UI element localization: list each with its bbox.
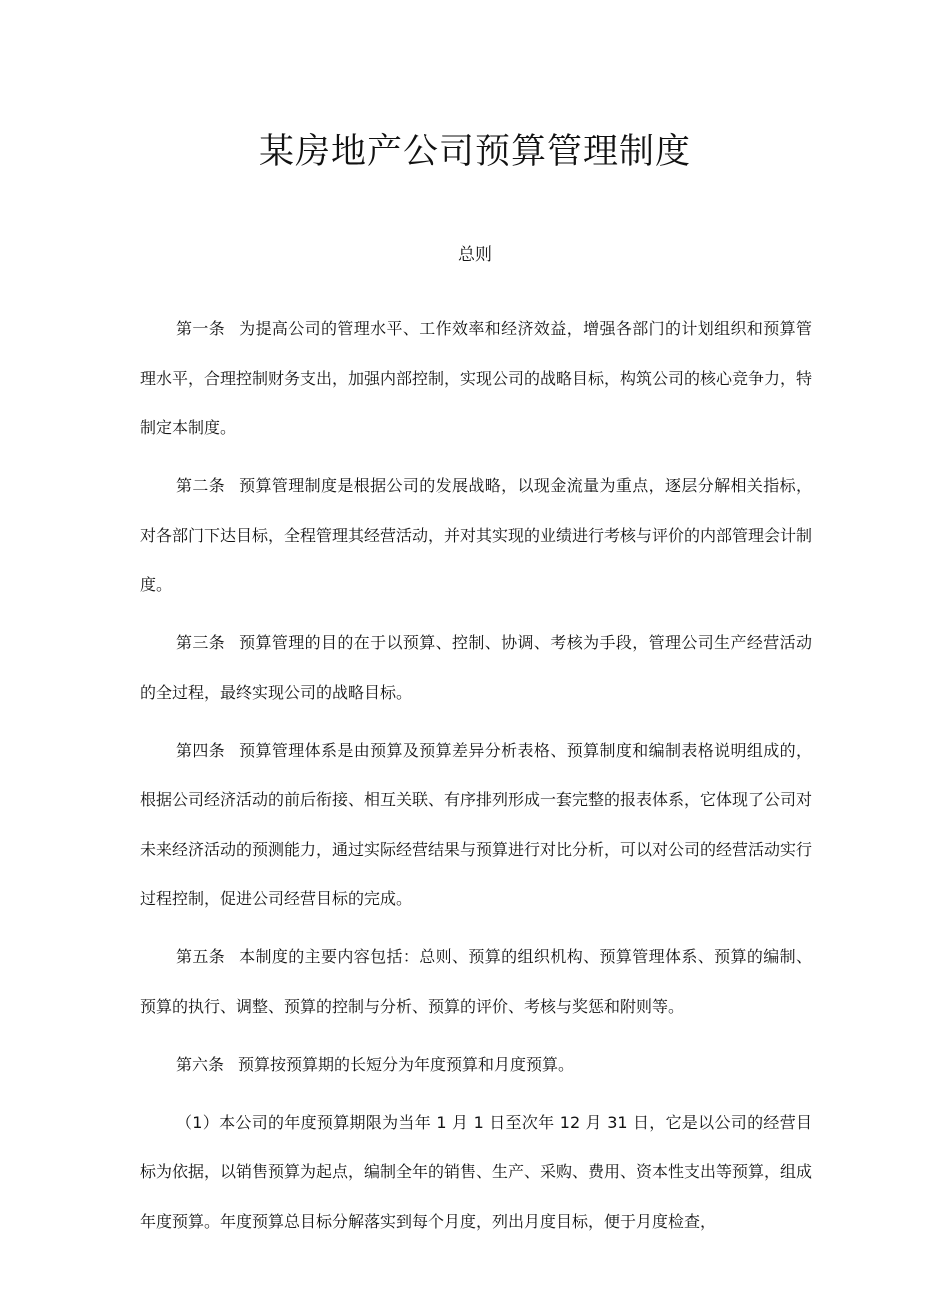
- list-item-text: 本公司的年度预算期限为当年 1 月 1 日至次年 12 月 31 日，它是以公司的经营目标为依据，以销售预算为起点，编制全年的销售、生产、采购、费用、资本性支出等预算，组成年度预算。年度预算总目标分解落实到每个月度，列出月度目标，便于月度检查，: [140, 1112, 813, 1231]
- article-number: 第五条: [176, 947, 226, 966]
- article-text: 预算管理制度是根据公司的发展战略，以现金流量为重点，逐层分解相关指标，对各部门下达目标，全程管理其经营活动，并对其实现的业绩进行考核与评价的内部管理会计制度。: [140, 476, 813, 594]
- article-paragraph: [140, 461, 812, 610]
- list-item-number: （1）: [176, 1112, 220, 1132]
- article-text: 预算管理体系是由预算及预算差异分析表格、预算制度和编制表格说明组成的，根据公司经济活动的前后衔接、相互关联、有序排列形成一套完整的报表体系，它体现了公司对未来经济活动的预测能力，通过实际经营结果与预算进行对比分析，可以对公司的经营活动实行过程控制，促进公司经营目标的完成。: [140, 740, 813, 908]
- article-text: 预算管理的目的在于以预算、控制、协调、考核为手段，管理公司生产经营活动的全过程，最终实现公司的战略目标。: [140, 633, 812, 702]
- article-text: 为提高公司的管理水平、工作效率和经济效益，增强各部门的计划组织和预算管理水平，合理控制财务支出，加强内部控制，实现公司的战略目标，构筑公司的核心竞争力，特制定本制度。: [140, 319, 813, 437]
- list-item-paragraph: [140, 1098, 812, 1247]
- article-paragraph: [140, 618, 812, 717]
- article-number: 第一条: [176, 319, 226, 338]
- section-heading: 总则: [458, 245, 492, 265]
- article-paragraph: [140, 1040, 812, 1090]
- article-number: 第四条: [176, 740, 226, 760]
- article-paragraph: [140, 304, 812, 453]
- article-number: 第三条: [176, 633, 226, 652]
- article-paragraph: [140, 726, 812, 924]
- article-paragraph: [140, 932, 812, 1031]
- document-title: 某房地产公司预算管理制度: [258, 132, 691, 172]
- document-body: [140, 304, 812, 1255]
- article-text: 预算按预算期的长短分为年度预算和月度预算。: [238, 1054, 575, 1074]
- article-number: 第二条: [176, 476, 226, 495]
- article-number: 第六条: [176, 1054, 225, 1074]
- article-text: 本制度的主要内容包括：总则、预算的组织机构、预算管理体系、预算的编制、预算的执行、调整、预算的控制与分析、预算的评价、考核与奖惩和附则等。: [140, 947, 812, 1016]
